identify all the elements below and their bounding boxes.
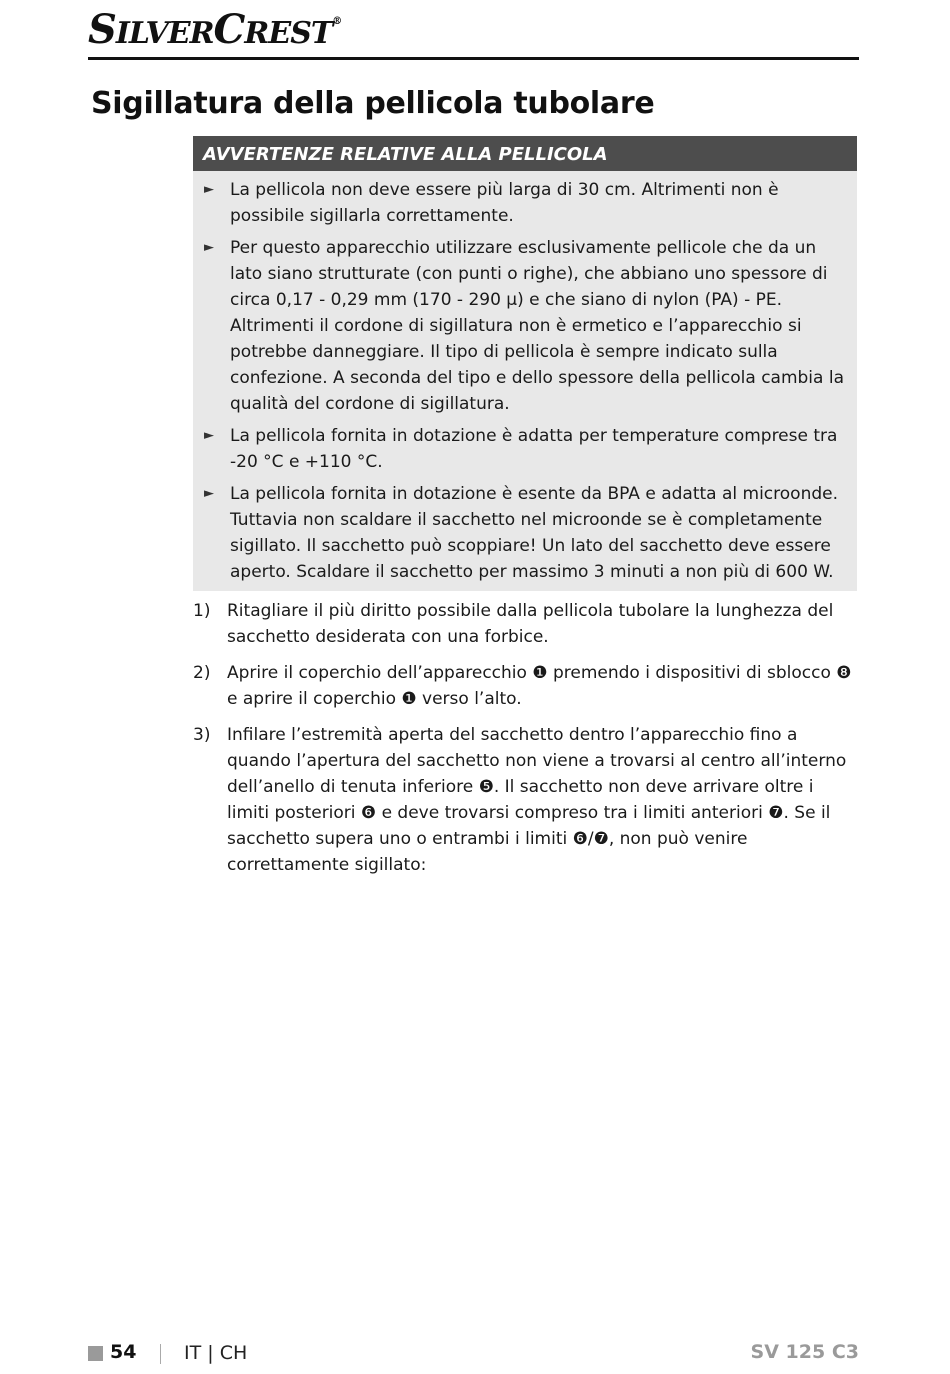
model-number: SV 125 C3 <box>750 1341 859 1363</box>
warning-list <box>193 171 857 585</box>
warning-item-text: La pellicola non deve essere più larga di 30 cm. Altrimenti non è possibile sigillarla correttamente. <box>230 180 779 226</box>
footer-square-icon <box>88 1346 103 1361</box>
bullet-arrow-icon: ► <box>204 240 214 255</box>
instruction-step <box>193 660 857 712</box>
step-text: Infilare l’estremità aperta del sacchetto dentro l’apparecchio fino a quando l’apertura del sacchetto non viene a trovarsi al centro all’interno dell’anello di tenuta inferiore ❺. Il sacchetto non deve arrivare oltre i limiti posteriori ❻ e deve trovarsi compreso tra i limiti anteriori ❼. Se il sacchetto supera uno o entrambi i limiti ❻/❼, non può venire correttamente sigillato: <box>227 725 847 875</box>
page-title: Sigillatura della pellicola tubolare <box>91 86 655 121</box>
warning-item <box>193 423 857 475</box>
warning-box-title: AVVERTENZE RELATIVE ALLA PELLICOLA <box>193 136 857 171</box>
warning-item <box>193 235 857 417</box>
warning-item-text: La pellicola fornita in dotazione è esente da BPA e adatta al microonde. Tuttavia non scaldare il sacchetto nel microonde se è completamente sigillato. Il sacchetto può scoppiare! Un lato del sacchetto deve essere aperto. Scaldare il sacchetto per massimo 3 minuti a non più di 600 W. <box>230 484 838 582</box>
warning-item-text: Per questo apparecchio utilizzare esclusivamente pellicole che da un lato siano strutturate (con punti o righe), che abbiano uno spessore di circa 0,17 - 0,29 mm (170 - 290 µ) e che siano di nylon (PA) - PE. Altrimenti il cordone di sigillatura non è ermetico e l’apparecchio si potrebbe danneggiare. Il tipo di pellicola è sempre indicato sulla confezione. A seconda del tipo e dello spessore della pellicola cambia la qualità del cordone di sigillatura. <box>230 238 844 414</box>
language-code: IT | CH <box>184 1342 248 1364</box>
warning-item <box>193 481 857 585</box>
instruction-steps <box>193 598 857 888</box>
page-number: 54 <box>110 1341 137 1363</box>
warning-item <box>193 177 857 229</box>
header-divider <box>88 57 859 60</box>
bullet-arrow-icon: ► <box>204 182 214 197</box>
footer-separator <box>160 1344 161 1364</box>
step-number: 1) <box>193 601 211 621</box>
page-header <box>88 4 859 60</box>
step-number: 2) <box>193 663 211 683</box>
bullet-arrow-icon: ► <box>204 486 214 501</box>
page-footer <box>88 1340 859 1370</box>
instruction-step <box>193 722 857 878</box>
bullet-arrow-icon: ► <box>204 428 214 443</box>
instruction-step <box>193 598 857 650</box>
warning-box <box>193 136 857 591</box>
warning-item-text: La pellicola fornita in dotazione è adatta per temperature comprese tra -20 °C e +110 °C. <box>230 426 838 472</box>
brand-logo: SILVERCREST® <box>88 6 342 53</box>
step-text: Aprire il coperchio dell’apparecchio ❶ premendo i dispositivi di sblocco ❽ e aprire il coperchio ❶ verso l’alto. <box>227 663 852 709</box>
step-text: Ritagliare il più diritto possibile dalla pellicola tubolare la lunghezza del sacchetto desiderata con una forbice. <box>227 601 834 647</box>
registered-mark: ® <box>332 16 342 27</box>
step-number: 3) <box>193 725 211 745</box>
